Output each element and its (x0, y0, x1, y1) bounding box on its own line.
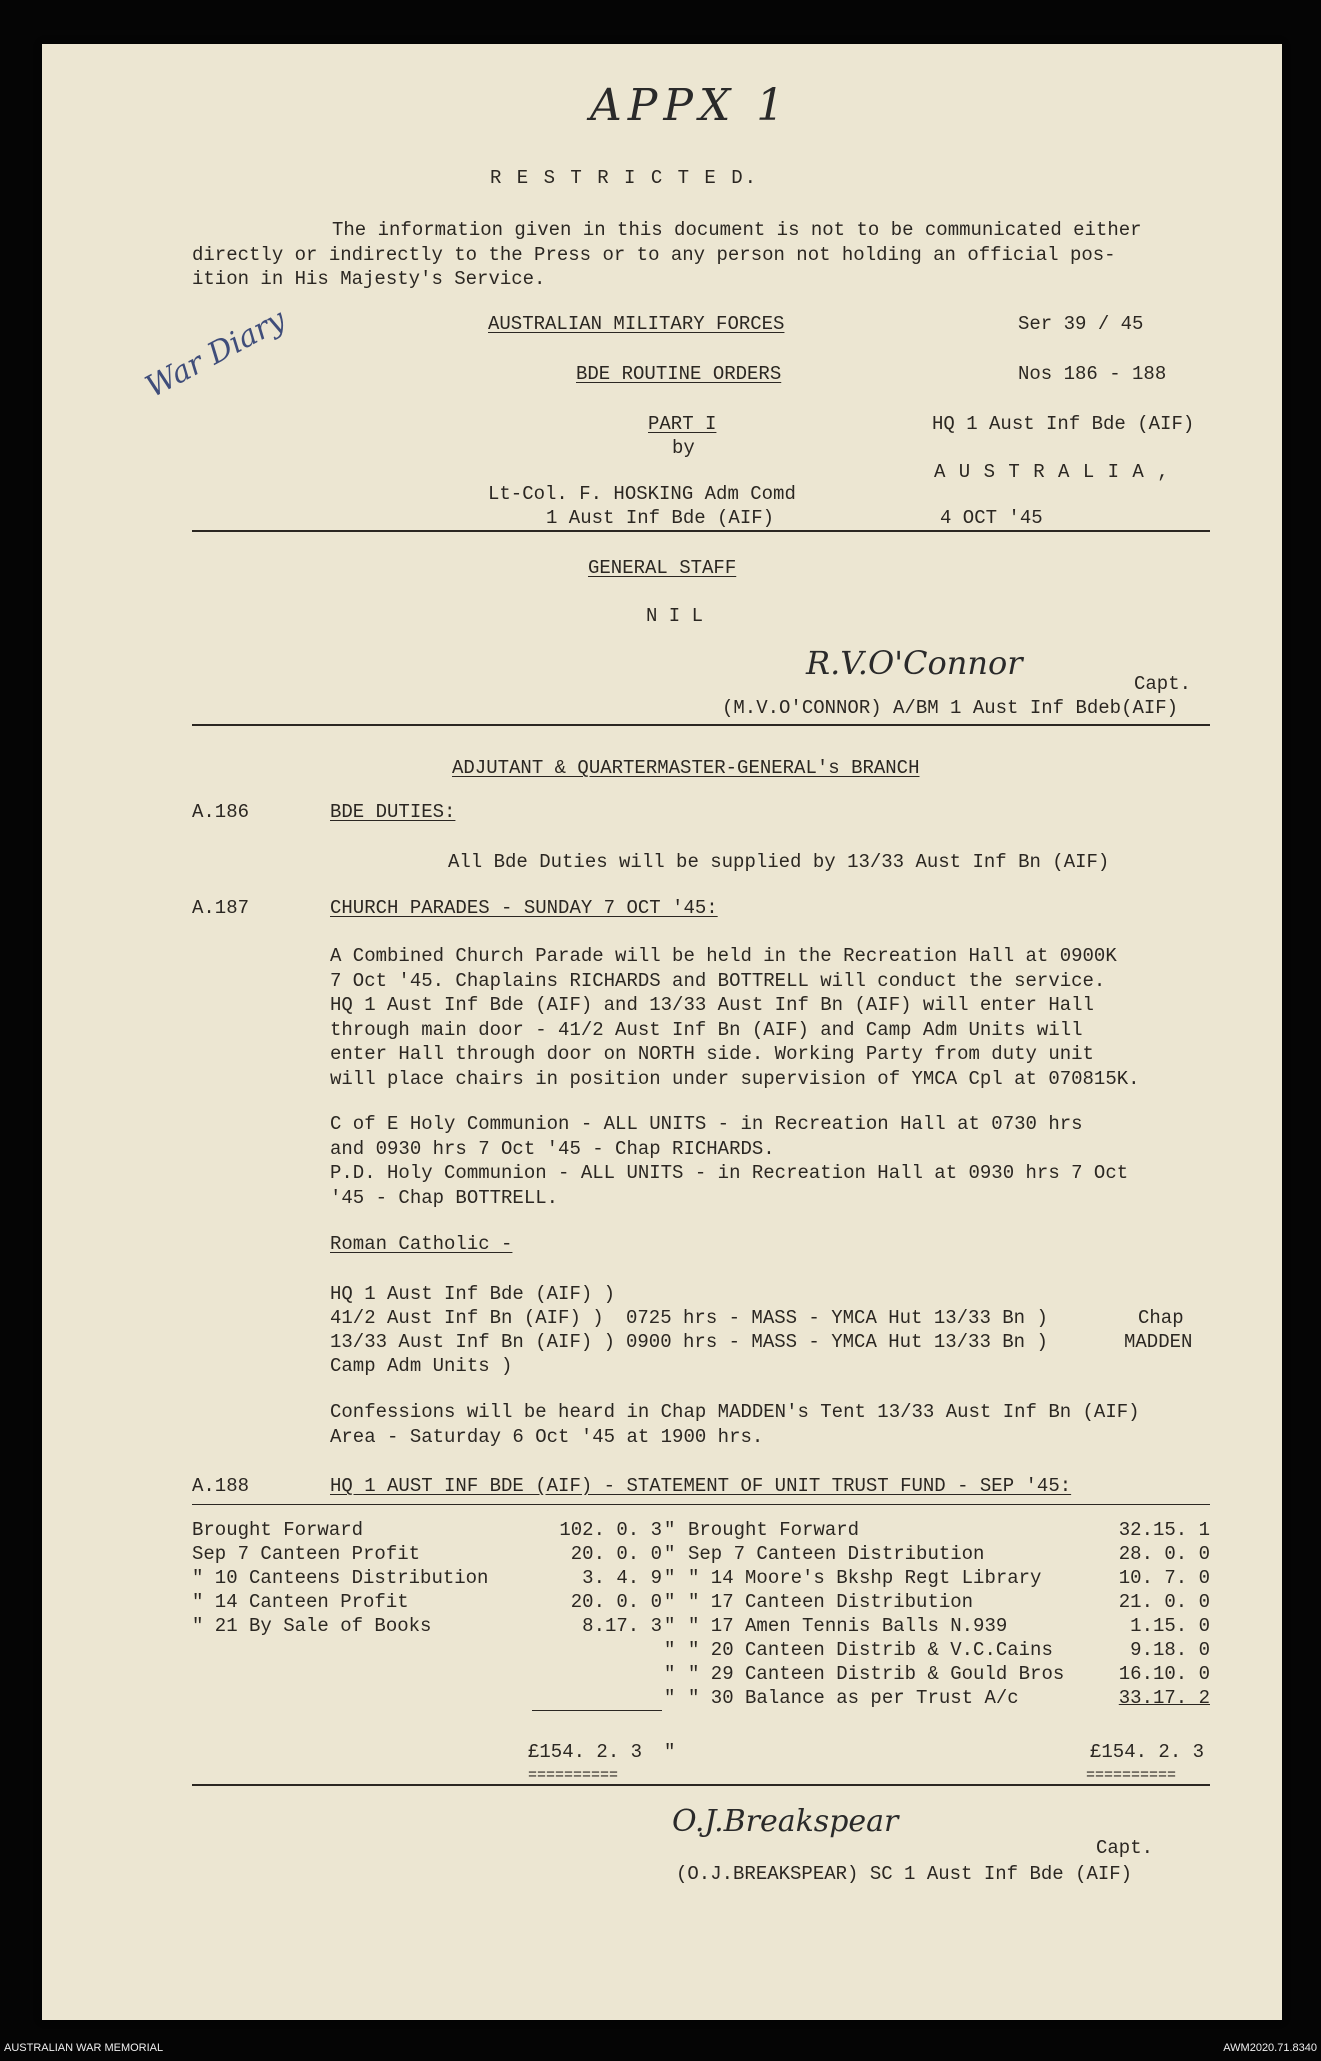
total-receipts: £154. 2. 3 (528, 1741, 643, 1763)
signature-breakspear: O.J.Breakspear (672, 1804, 899, 1839)
rc-mass: 0900 hrs - MASS - YMCA Hut 13/33 Bn ) (626, 1331, 1048, 1353)
header-divider (192, 530, 1210, 532)
serial-number: Ser 39 / 45 (1018, 313, 1144, 335)
column-divider-quotes: " " " " " " " " (664, 1519, 676, 1709)
double-rule-payments: ========== (1086, 1767, 1177, 1784)
aqmg-heading: ADJUTANT & QUARTERMASTER-GENERAL's BRANCH (452, 757, 920, 779)
rc-chaplain-line: MADDEN (1124, 1331, 1193, 1353)
handwritten-appx: APPX 1 (590, 80, 791, 131)
amount-cell: 9.18. 0 (1130, 1639, 1210, 1661)
restricted-heading: R E S T R I C T E D. (490, 167, 759, 189)
paragraph-line: 7 Oct '45. Chaplains RICHARDS and BOTTRELL will conduct the service. (330, 969, 1106, 992)
holy-communion-paragraph (330, 1112, 1128, 1210)
general-staff-divider (192, 724, 1210, 726)
commander-line: Lt-Col. F. HOSKING Adm Comd (488, 483, 796, 505)
paragraph-line: P.D. Holy Communion - ALL UNITS - in Recreation Hall at 0930 hrs 7 Oct (330, 1162, 1129, 1184)
amount-cell: 21. 0. 0 (1118, 1591, 1210, 1613)
table-bottom-rule (192, 1784, 1210, 1786)
location-australia: A U S T R A L I A , (934, 461, 1170, 483)
document-page (42, 44, 1282, 2020)
confessions-paragraph (330, 1400, 1140, 1449)
amount-cell: 16.10. 0 (1118, 1663, 1210, 1685)
notice-line: The information given in this document is not to be communicated either (332, 219, 1142, 241)
item-title-a187: CHURCH PARADES - SUNDAY 7 OCT '45: (330, 897, 718, 919)
footer-institution: AUSTRALIAN WAR MEMORIAL (4, 2042, 164, 2054)
general-staff-nil: N I L (646, 605, 704, 627)
paragraph-line: through main door - 41/2 Aust Inf Bn (AIF) and Camp Adm Units will (330, 1018, 1083, 1041)
amount-cell: 20. 0. 0 (570, 1543, 662, 1565)
paragraph-line: C of E Holy Communion - ALL UNITS - in Recreation Hall at 0730 hrs (330, 1113, 1083, 1135)
table-row: Brought Forward (192, 1519, 364, 1541)
orders-title: BDE ROUTINE ORDERS (576, 363, 782, 385)
handwritten-war-diary: War Diary (140, 302, 292, 405)
rc-unit: 13/33 Aust Inf Bn (AIF) ) (330, 1331, 616, 1353)
restricted-notice (192, 218, 1142, 292)
signature-oconnor: R.V.O'Connor (806, 644, 1023, 682)
paragraph-line: '45 - Chap BOTTRELL. (330, 1186, 559, 1209)
rc-chaplain (1124, 1306, 1192, 1354)
rc-mass: 0725 hrs - MASS - YMCA Hut 13/33 Bn ) (626, 1307, 1048, 1329)
table-row: " 10 Canteens Distribution (192, 1567, 489, 1589)
rc-units-list (330, 1282, 615, 1378)
table-row: " 14 Moore's Bkshp Regt Library (688, 1567, 1042, 1589)
table-row: Sep 7 Canteen Profit (192, 1543, 421, 1565)
paragraph-line: HQ 1 Aust Inf Bde (AIF) and 13/33 Aust Inf Bn (AIF) will enter Hall (330, 994, 1094, 1016)
amount-cell: 102. 0. 3 (559, 1519, 662, 1541)
order-numbers: Nos 186 - 188 (1018, 363, 1167, 385)
capt-label-1: Capt. (1134, 673, 1192, 695)
notice-line: directly or indirectly to the Press or to any person not holding an official pos- (192, 243, 1116, 266)
rc-masses-list (626, 1306, 1048, 1354)
item-text-a186: All Bde Duties will be supplied by 13/33 Aust Inf Bn (AIF) (448, 851, 1110, 873)
amount-cell: 8.17. 3 (582, 1615, 662, 1637)
item-number-a187: A.187 (192, 897, 250, 919)
paragraph-line: A Combined Church Parade will be held in the Recreation Hall at 0900K (330, 945, 1117, 967)
amount-cell: 3. 4. 9 (582, 1567, 662, 1589)
table-row: " 17 Amen Tennis Balls N.939 (688, 1615, 1008, 1637)
paragraph-line: enter Hall through door on NORTH side. Working Party from duty unit (330, 1043, 1094, 1065)
amount-cell: 32.15. 1 (1118, 1519, 1210, 1541)
signatory-oconnor: (M.V.O'CONNOR) A/BM 1 Aust Inf Bdeb(AIF) (722, 697, 1179, 719)
receipts-amounts (532, 1518, 662, 1638)
commander-unit: 1 Aust Inf Bde (AIF) (546, 507, 775, 529)
by-label: by (672, 437, 695, 459)
total-payments: £154. 2. 3 (1090, 1741, 1205, 1763)
item-number-a186: A.186 (192, 801, 250, 823)
paragraph-line: and 0930 hrs 7 Oct '45 - Chap RICHARDS. (330, 1137, 775, 1160)
capt-label-2: Capt. (1096, 1837, 1154, 1859)
roman-catholic-heading: Roman Catholic - (330, 1233, 513, 1255)
table-row: " 21 By Sale of Books (192, 1615, 432, 1637)
item-number-a188: A.188 (192, 1475, 250, 1497)
church-parade-paragraph (330, 944, 1140, 1091)
rc-unit: 41/2 Aust Inf Bn (AIF) ) (330, 1307, 604, 1329)
paragraph-line: Confessions will be heard in Chap MADDEN's Tent 13/33 Aust Inf Bn (AIF) (330, 1401, 1140, 1423)
order-date: 4 OCT '45 (940, 507, 1043, 529)
rc-chaplain-line: Chap (1138, 1307, 1184, 1329)
amount-cell: 10. 7. 0 (1118, 1567, 1210, 1589)
table-top-rule (192, 1504, 1210, 1505)
table-row: " 20 Canteen Distrib & V.C.Cains (688, 1639, 1053, 1661)
paragraph-line: Area - Saturday 6 Oct '45 at 1900 hrs. (330, 1425, 764, 1448)
table-row: Sep 7 Canteen Distribution (688, 1543, 985, 1565)
notice-line: ition in His Majesty's Service. (192, 268, 546, 290)
total-receipts-quote: " (664, 1741, 676, 1763)
signatory-breakspear: (O.J.BREAKSPEAR) SC 1 Aust Inf Bde (AIF) (676, 1863, 1133, 1885)
item-title-a186: BDE DUTIES: (330, 801, 456, 823)
forces-title: AUSTRALIAN MILITARY FORCES (488, 313, 785, 335)
hq-title: HQ 1 Aust Inf Bde (AIF) (932, 413, 1195, 435)
amount-cell: 28. 0. 0 (1118, 1543, 1210, 1565)
footer-accession: AWM2020.71.8340 (1223, 2042, 1317, 2054)
item-title-a188: HQ 1 AUST INF BDE (AIF) - STATEMENT OF UNIT TRUST FUND - SEP '45: (330, 1475, 1072, 1497)
part-title: PART I (648, 413, 717, 435)
amount-cell: 1.15. 0 (1130, 1615, 1210, 1637)
receipts-items (192, 1518, 488, 1638)
table-row: Brought Forward (688, 1519, 860, 1541)
paragraph-line: will place chairs in position under supervision of YMCA Cpl at 070815K. (330, 1067, 1140, 1090)
table-row: " 29 Canteen Distrib & Gould Bros (688, 1663, 1065, 1685)
rc-unit: Camp Adm Units ) (330, 1355, 513, 1377)
payments-amounts (1090, 1518, 1210, 1710)
table-row: " 14 Canteen Profit (192, 1591, 409, 1613)
amount-cell: 33.17. 2 (1118, 1687, 1210, 1709)
double-rule-receipts: ========== (528, 1767, 619, 1784)
receipts-subtotal-rule (532, 1710, 662, 1711)
payments-items (688, 1518, 1064, 1710)
rc-unit: HQ 1 Aust Inf Bde (AIF) ) (330, 1283, 616, 1305)
table-row: " 17 Canteen Distribution (688, 1591, 974, 1613)
table-row: " 30 Balance as per Trust A/c (688, 1687, 1019, 1709)
amount-cell: 20. 0. 0 (570, 1591, 662, 1613)
general-staff-heading: GENERAL STAFF (588, 557, 737, 579)
